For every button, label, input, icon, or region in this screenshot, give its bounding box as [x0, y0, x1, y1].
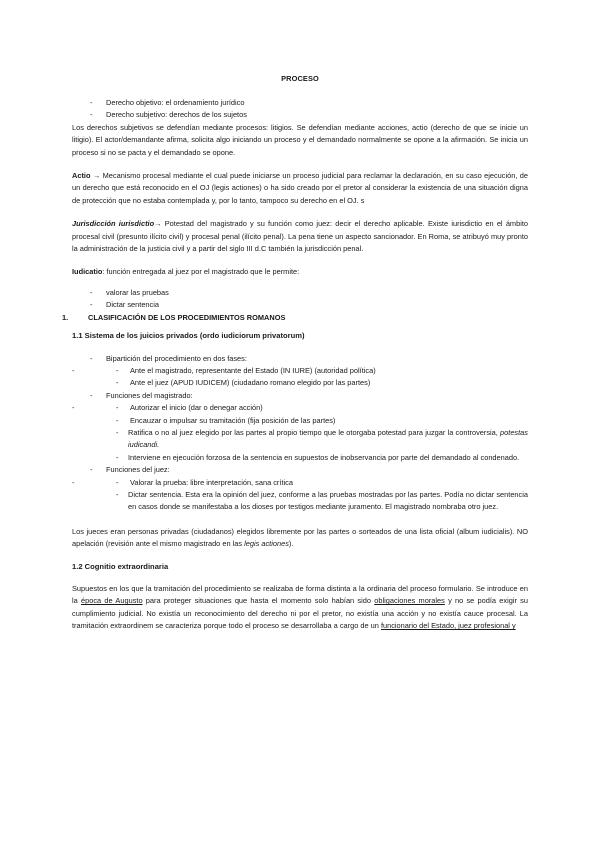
iudicatio-text: : función entregada al juez por el magistrado que le permite:	[102, 267, 300, 277]
paragraph-iudicatio	[72, 266, 528, 278]
list-item: - Derecho subjetivo: derechos de los sujetos	[72, 109, 528, 121]
paragraph-cognitio	[72, 583, 528, 633]
ratifica-italic: potestas iudicandi.	[128, 427, 528, 450]
list-item: - Dictar sentencia	[72, 299, 528, 311]
sub-list-item: - - Autorizar el inicio (dar o denegar acción)	[72, 402, 528, 414]
section-number: 1.	[62, 312, 69, 322]
jurisdiccion-text: → Potestad del magistrado y su función como juez: decir el derecho aplicable. Existe iurisdictio en el ámbito procesal civil (presunto ilícito civil) y procesal penal (ilícito penal). La pena tiene un aspecto sancionador. En Roma, se atribuyó muy pronto la administración de la justicia civil y a partir del siglo III d.C también la jurisdicción penal.	[72, 219, 528, 254]
list-item: - Derecho objetivo: el ordenamiento jurídico	[72, 97, 528, 109]
section-heading-1-2: 1.2 Cognitio extraordinaria	[72, 561, 169, 571]
sub-list-item: - Interviene en ejecución forzosa de la sentencia en supuestos de inobservancia por parte del demandado al condenado.	[72, 452, 528, 464]
paragraph-actio	[72, 170, 528, 207]
cognitio-text-3: y no se podía exigir su cumplimiento judicial. No existía un reconocimiento del derecho ni por el pretor, no existía una acción y no existía cauce procesal. La tramitación extraordinem se caracteriza porque todo el proceso se desarrollaba a cargo de un	[72, 596, 528, 631]
section-heading-1-1: 1.1 Sistema de los juicios privados (ordo iudiciorum privatorum)	[72, 331, 305, 341]
underlined-obligaciones: obligaciones morales	[374, 596, 445, 606]
sublist-wrapper	[72, 365, 528, 390]
sub-list-item: - - Ante el magistrado, representante del Estado (IN IURE) (autoridad política)	[72, 365, 528, 377]
term-jurisdiccion: Jurisdicción	[72, 219, 119, 229]
page-title: PROCESO	[281, 74, 319, 83]
actio-text: → Mecanismo procesal mediante el cual puede iniciarse un proceso judicial para reclamar la declaración, en su caso ejecución, de un derecho que está reconocido en el OJ (legis actiones) o ha sido creado por el pretor al considerar la existencia de una situación digna de protección que no estaba contemplada y, por lo tanto, tampoco su derecho en el OJ. s	[72, 171, 528, 205]
term-iudicatio: Iudicatio	[72, 267, 103, 277]
ratifica-text: Ratifica o no al juez elegido por las partes al propio tiempo que le otorgaba potestad para juzgar la controversia,	[128, 427, 501, 437]
jueces-text: Los jueces eran personas privadas (ciudadanos) elegidos libremente por las partes o sorteados de una lista oficial (album iudicialis). NO apelación (revisión ante el mismo magistrado en las	[72, 526, 528, 549]
list-item: - Bipartición del procedimiento en dos fases:	[72, 353, 528, 365]
underlined-epoca: época de Augusto	[81, 596, 143, 606]
sub-list-item	[72, 427, 528, 452]
sub-list-item: - Encauzar o impulsar su tramitación (fija posición de las partes)	[72, 415, 528, 427]
section-heading-1	[62, 312, 528, 324]
cognitio-text-2: para proteger situaciones que hasta el momento solo habían sido	[142, 596, 375, 606]
jueces-italic: legis actiones	[244, 539, 289, 549]
section-title: CLASIFICACIÓN DE LOS PROCEDIMIENTOS ROMANOS	[88, 312, 286, 322]
sub-list-item: - Ante el juez (APUD IUDICEM) (ciudadano romano elegido por las partes)	[72, 377, 528, 389]
paragraph-jueces	[72, 526, 528, 551]
list-item: - Funciones del magistrado:	[72, 390, 528, 402]
sub-list-item: - Dictar sentencia. Esta era la opinión del juez, conforme a las pruebas mostradas por las partes. Podía no dictar sentencia en casos donde se manifestaba a los dioses por testigos mediante juramento. El magistrado nombraba otro juez.	[72, 489, 528, 514]
intro-list	[72, 97, 528, 122]
underlined-funcionario: funcionario del Estado, juez profesional y	[380, 621, 516, 631]
list-item: - valorar las pruebas	[72, 287, 528, 299]
paragraph-derechos: Los derechos subjetivos se defendían mediante procesos: litigios. Se defendían mediante acciones, actio (derecho de que se inicie un litigio). El actor/demandante afirma, solicita algo iniciando un proceso y el demandado normalmente se opone a la afirmación. Se inicia un proceso si no se pacta y el demandado se opone.	[72, 122, 528, 157]
jueces-end: ).	[288, 539, 294, 549]
list-item: - Funciones del juez:	[72, 464, 528, 476]
paragraph-jurisdiccion	[72, 218, 528, 255]
iudicatio-list	[72, 287, 528, 312]
sublist-wrapper	[72, 477, 528, 514]
sublist-wrapper	[72, 402, 528, 464]
sub-list-item: - - Valorar la prueba: libre interpretación, sana crítica	[72, 477, 528, 489]
procedure-list	[72, 353, 528, 514]
term-iurisdictio: iurisdictio	[118, 219, 155, 229]
term-actio: Actio	[72, 171, 91, 181]
cognitio-text-1: Supuestos en los que la tramitación del procedimiento se realizaba de forma distinta a la ordinaria del proceso formulario. Se introduce en la	[72, 584, 528, 606]
